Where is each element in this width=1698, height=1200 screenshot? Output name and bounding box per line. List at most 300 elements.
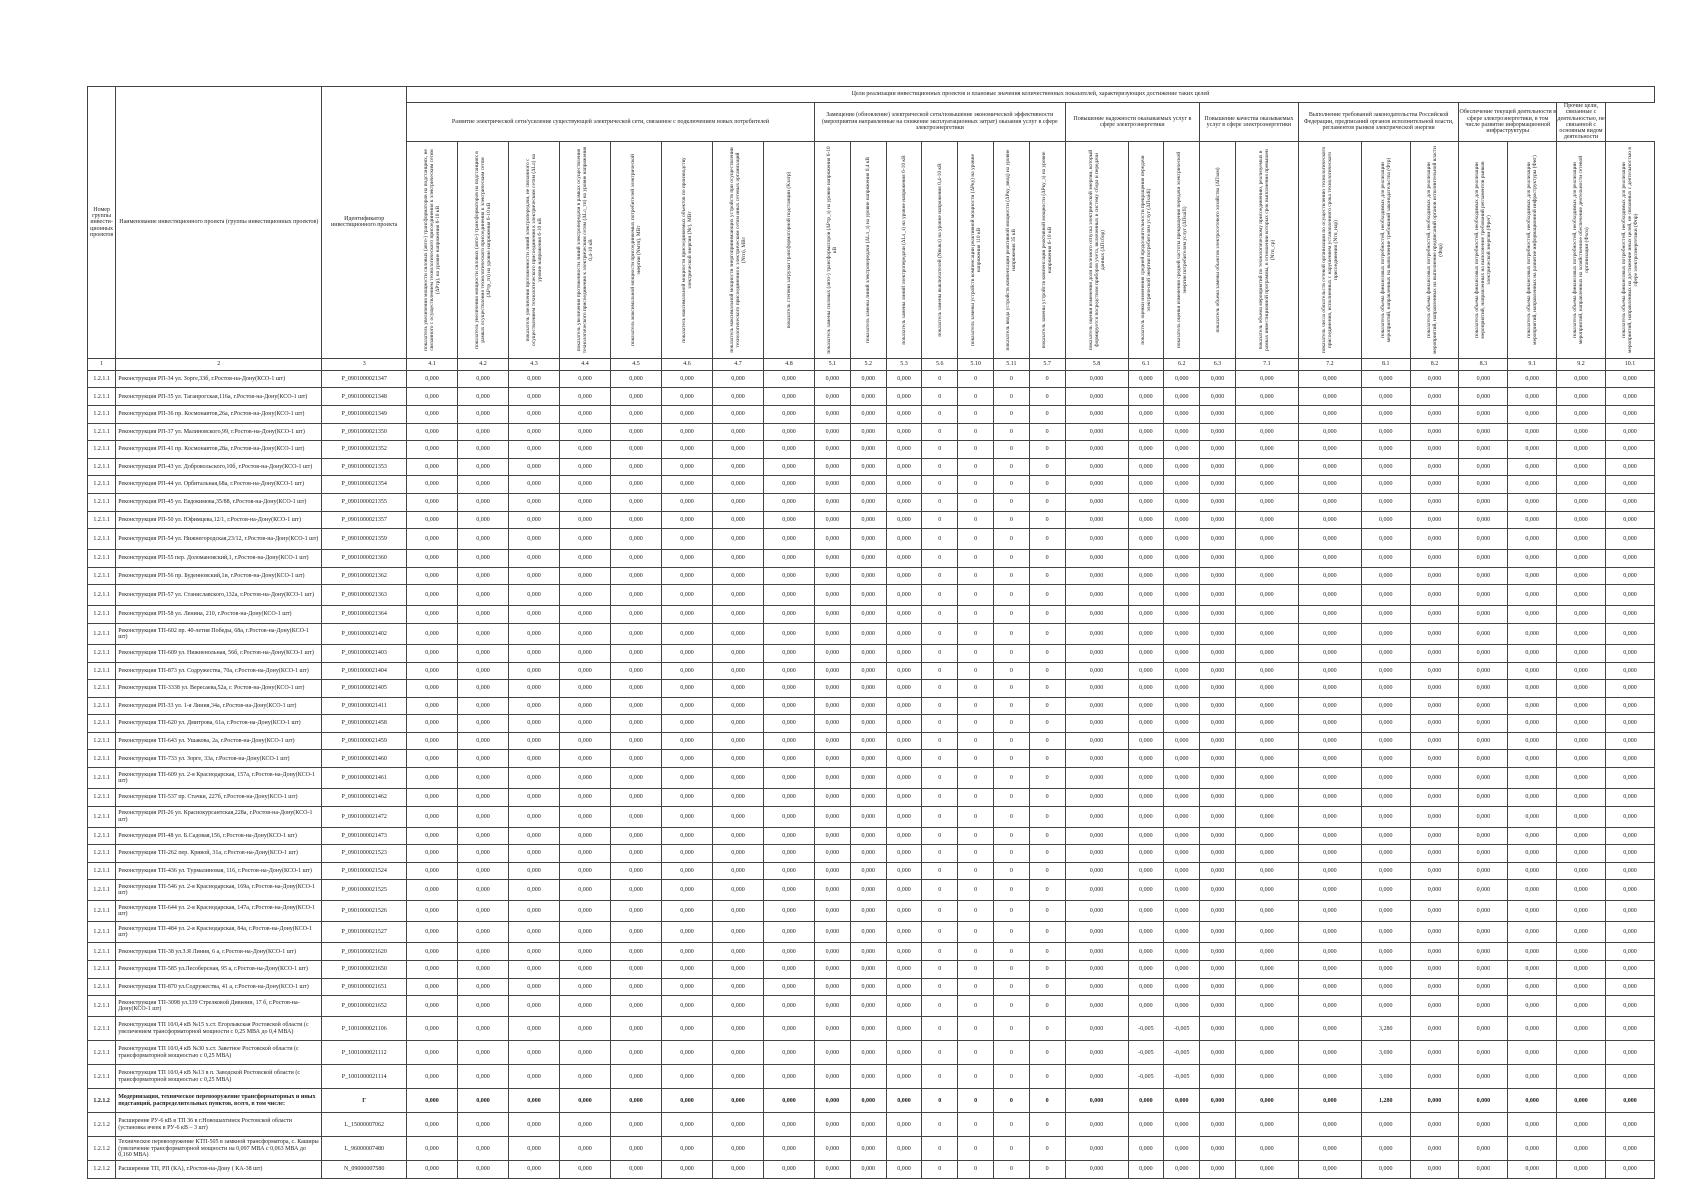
value-cell: 0,000 — [1361, 623, 1410, 644]
value-cell: 0,000 — [560, 732, 611, 750]
value-cell: 0,000 — [1410, 405, 1459, 423]
value-cell: 0 — [922, 750, 958, 768]
project-id-cell: L_15000007062 — [322, 1113, 407, 1137]
value-cell: 0,000 — [1410, 862, 1459, 880]
value-cell: 0,000 — [560, 476, 611, 494]
value-cell: 0,000 — [1298, 529, 1361, 550]
value-cell: 0 — [922, 827, 958, 845]
indicator-header-text: показатель степени загрузки трансформаторной подстанции (Kзагр) — [785, 171, 792, 329]
value-cell: 0,000 — [1065, 585, 1128, 606]
column-number: 2 — [116, 358, 322, 370]
value-cell: 0,000 — [815, 1041, 851, 1065]
table-row — [88, 567, 1655, 585]
indicator-header — [1410, 141, 1459, 358]
column-number: 4.2 — [458, 358, 509, 370]
value-cell: 0,000 — [611, 750, 662, 768]
value-cell: 0,000 — [850, 388, 886, 406]
indicator-header-text: показатель объема замены объектов электросетевого хозяйства (ΔПзам) — [1214, 167, 1221, 333]
value-cell: 0,000 — [458, 750, 509, 768]
value-cell: 0,000 — [611, 943, 662, 961]
value-cell: 0,000 — [713, 996, 764, 1017]
project-name-cell: Реконструкция ТП-609 ул. Нижненольная, 56б, г.Ростов-на-Дону(КСО-1 шт) — [116, 644, 322, 662]
value-cell: 0,000 — [1128, 623, 1164, 644]
value-cell: 0 — [1029, 750, 1065, 768]
value-cell: 0 — [958, 606, 994, 624]
value-cell: 0 — [922, 567, 958, 585]
value-cell: 0,000 — [1065, 493, 1128, 511]
value-cell: 0,000 — [1298, 789, 1361, 807]
goal-group-header: Развитие электрической сети/усиление существующей электрической сети, связанное с подключением новых потребителей — [407, 103, 815, 142]
value-cell: 0 — [993, 529, 1029, 550]
value-cell: 0,000 — [1298, 1089, 1361, 1113]
value-cell: 0,000 — [1235, 1017, 1298, 1041]
value-cell: 0,000 — [560, 423, 611, 441]
value-cell: 0,000 — [1410, 1041, 1459, 1065]
value-cell: 0 — [922, 405, 958, 423]
indicator-header — [993, 141, 1029, 358]
value-cell: 0 — [1029, 1089, 1065, 1113]
value-cell: 0,000 — [1459, 623, 1508, 644]
value-cell: 0,000 — [1459, 880, 1508, 901]
value-cell: 0 — [1029, 996, 1065, 1017]
value-cell: 0,000 — [1235, 996, 1298, 1017]
project-id-cell: N_09000007580 — [322, 1161, 407, 1179]
value-cell: 0,000 — [764, 567, 815, 585]
value-cell: 0,000 — [1164, 370, 1200, 388]
value-cell: 0,000 — [1128, 845, 1164, 863]
project-name-cell: Реконструкция РП-57 ул. Станиславского,132а, г.Ростов-на-Дону(КСО-1 шт) — [116, 585, 322, 606]
value-cell: 0,000 — [560, 922, 611, 943]
value-cell: 0,000 — [1459, 493, 1508, 511]
value-cell: -0,005 — [1164, 1065, 1200, 1089]
value-cell: 0,000 — [1200, 996, 1236, 1017]
value-cell: 0,000 — [1361, 732, 1410, 750]
group-number-cell: 1.2.1.1 — [88, 662, 116, 680]
value-cell: 0 — [993, 423, 1029, 441]
value-cell: 0,000 — [1128, 943, 1164, 961]
value-cell: 0,000 — [1605, 768, 1654, 789]
value-cell: 0,000 — [1200, 423, 1236, 441]
value-cell: 0,000 — [611, 680, 662, 698]
value-cell: 0,000 — [850, 943, 886, 961]
value-cell: 0 — [958, 715, 994, 733]
value-cell: 0,000 — [662, 943, 713, 961]
value-cell: 0,000 — [1065, 943, 1128, 961]
value-cell: 0 — [958, 961, 994, 979]
value-cell: 0,000 — [1200, 1137, 1236, 1161]
value-cell: 0,000 — [850, 750, 886, 768]
value-cell: 0,000 — [509, 943, 560, 961]
indicator-header — [1065, 141, 1128, 358]
value-cell: 0,000 — [1164, 550, 1200, 568]
value-cell: 0,000 — [815, 623, 851, 644]
value-cell: 0,000 — [560, 623, 611, 644]
value-cell: 0,000 — [1298, 405, 1361, 423]
project-id-cell: P_0901000021411 — [322, 697, 407, 715]
value-cell: 0,000 — [1605, 978, 1654, 996]
value-cell: 0,000 — [850, 1041, 886, 1065]
value-cell: 0,000 — [1298, 662, 1361, 680]
value-cell: 0,000 — [662, 768, 713, 789]
value-cell: 0,000 — [407, 476, 458, 494]
value-cell: 0,000 — [850, 476, 886, 494]
value-cell: 0,000 — [611, 423, 662, 441]
value-cell: 0 — [1029, 845, 1065, 863]
value-cell: 0,000 — [407, 550, 458, 568]
value-cell: 0,000 — [815, 388, 851, 406]
value-cell: 0,000 — [764, 901, 815, 922]
value-cell: 0,000 — [1128, 370, 1164, 388]
value-cell: 0,000 — [764, 370, 815, 388]
value-cell: 0,000 — [886, 529, 922, 550]
value-cell: 0,000 — [1557, 827, 1606, 845]
value-cell: 0,000 — [1508, 458, 1557, 476]
value-cell: 0,000 — [1459, 680, 1508, 698]
indicator-header — [560, 141, 611, 358]
project-name-cell: Реконструкция ТП 10/0,4 кВ №15 х.ст. Егорлыкская Ростовской области (с увеличением трансформаторной мощности с 0,25 МВА до 0,4 МВА) — [116, 1017, 322, 1041]
value-cell: 0,000 — [713, 1113, 764, 1137]
value-cell: 0,000 — [458, 697, 509, 715]
value-cell: 0,000 — [1459, 715, 1508, 733]
value-cell: 0,000 — [1459, 961, 1508, 979]
value-cell: 0,000 — [1298, 1065, 1361, 1089]
project-id-cell: P_1001000021114 — [322, 1065, 407, 1089]
value-cell: 0,000 — [1235, 567, 1298, 585]
indicator-header — [1235, 141, 1298, 358]
value-cell: 0,000 — [713, 827, 764, 845]
value-cell: 0,000 — [1200, 388, 1236, 406]
value-cell: 0,000 — [611, 1161, 662, 1179]
value-cell: 0,000 — [1065, 789, 1128, 807]
value-cell: 0 — [993, 1017, 1029, 1041]
value-cell: 0,000 — [886, 644, 922, 662]
value-cell: 0,000 — [1459, 862, 1508, 880]
value-cell: 0,000 — [850, 511, 886, 529]
value-cell: 0,000 — [886, 423, 922, 441]
value-cell: 0,000 — [509, 662, 560, 680]
value-cell: 0,000 — [886, 623, 922, 644]
value-cell: 0,000 — [458, 1065, 509, 1089]
value-cell: 0,000 — [1200, 644, 1236, 662]
indicator-header-text: показатель увеличения мощности силовых (авто-) трансформаторов на подстанциях в рамках осуществления технологического присоединения к электрическим сетям (ΔPтр_тп) на уровне напряжения 6-10 кВ — [473, 150, 493, 349]
value-cell: 0,000 — [713, 768, 764, 789]
value-cell: 0,000 — [1298, 806, 1361, 827]
value-cell: 0,000 — [1459, 370, 1508, 388]
value-cell: 0,000 — [509, 680, 560, 698]
project-id-cell: P_0901000021458 — [322, 715, 407, 733]
value-cell: 0,000 — [407, 370, 458, 388]
value-cell: 0 — [1029, 1161, 1065, 1179]
value-cell: 0,000 — [1065, 662, 1128, 680]
value-cell: 0,000 — [662, 662, 713, 680]
value-cell: 0,000 — [1410, 845, 1459, 863]
value-cell: 0,000 — [611, 862, 662, 880]
value-cell: 0,000 — [509, 423, 560, 441]
value-cell: 0,000 — [662, 529, 713, 550]
value-cell: 0,000 — [886, 370, 922, 388]
value-cell: 0,000 — [1508, 1017, 1557, 1041]
value-cell: 0,000 — [1508, 680, 1557, 698]
value-cell: 0 — [1029, 1041, 1065, 1065]
value-cell: 0,000 — [1361, 550, 1410, 568]
value-cell: 0,000 — [509, 405, 560, 423]
value-cell: 0,000 — [509, 1137, 560, 1161]
value-cell: 0,000 — [407, 405, 458, 423]
value-cell: 0,000 — [1065, 922, 1128, 943]
group-number-cell: 1.2.1.1 — [88, 1065, 116, 1089]
value-cell: 0,000 — [850, 862, 886, 880]
value-cell: 0,000 — [1605, 606, 1654, 624]
value-cell: 0,000 — [1410, 1137, 1459, 1161]
table-row — [88, 623, 1655, 644]
value-cell: 0,000 — [850, 1113, 886, 1137]
value-cell: 0,000 — [560, 1113, 611, 1137]
project-id-cell: P_0901000021651 — [322, 978, 407, 996]
value-cell: 0,000 — [1410, 606, 1459, 624]
value-cell: 0,000 — [1128, 996, 1164, 1017]
value-cell: 0,000 — [611, 585, 662, 606]
value-cell: 0,000 — [1459, 405, 1508, 423]
indicator-header-text: показатель увеличения мощности силовых (авто-) трансформаторов на подстанциях, не связанного с осуществлением технологического присоединения к электрическим сетям (ΔPтр), на уровне напряжения 6-10 кВ — [422, 148, 442, 351]
table-row — [88, 370, 1655, 388]
value-cell: 0,000 — [1200, 845, 1236, 863]
project-name-cell: Реконструкция ТП-733 ул. Зорге, 33а, г.Ростов-на-Дону(КСО-1 шт) — [116, 750, 322, 768]
value-cell: 0,000 — [1065, 511, 1128, 529]
value-cell: 0,000 — [509, 1089, 560, 1113]
value-cell: 0,000 — [850, 550, 886, 568]
value-cell: 0 — [993, 922, 1029, 943]
value-cell: 0,000 — [1361, 458, 1410, 476]
value-cell: 0 — [922, 1161, 958, 1179]
value-cell: 0,000 — [407, 732, 458, 750]
value-cell: 0,000 — [509, 880, 560, 901]
value-cell: 0,000 — [1065, 458, 1128, 476]
value-cell: 0,000 — [662, 511, 713, 529]
value-cell: 0,000 — [1164, 961, 1200, 979]
value-cell: 0,000 — [1361, 845, 1410, 863]
value-cell: 0,000 — [1605, 732, 1654, 750]
value-cell: 0 — [922, 511, 958, 529]
value-cell: 0,000 — [1508, 1113, 1557, 1137]
value-cell: 0,000 — [458, 715, 509, 733]
project-name-cell: Реконструкция ТП-537 пр. Стачки, 227б, г.Ростов-на-Дону(КСО-1 шт) — [116, 789, 322, 807]
value-cell: 0 — [993, 961, 1029, 979]
value-cell: 0,000 — [850, 493, 886, 511]
value-cell: 0,000 — [1410, 423, 1459, 441]
value-cell: 0,000 — [662, 880, 713, 901]
indicator-header-text: показатель замены выключателей (Nвыкл) на уровне напряжения 0,4-10 кВ — [936, 163, 943, 337]
value-cell: 0,000 — [1557, 880, 1606, 901]
value-cell: 0,000 — [1065, 978, 1128, 996]
value-cell: 0,000 — [1557, 806, 1606, 827]
value-cell: 0,000 — [1508, 845, 1557, 863]
value-cell: 0,000 — [1298, 750, 1361, 768]
value-cell: 0,000 — [1361, 606, 1410, 624]
value-cell: 0,000 — [764, 806, 815, 827]
value-cell: 0,000 — [458, 732, 509, 750]
value-cell: 0 — [993, 585, 1029, 606]
value-cell: 0,000 — [1361, 922, 1410, 943]
value-cell: 0,000 — [1128, 585, 1164, 606]
value-cell: 0,000 — [886, 550, 922, 568]
value-cell: 0 — [1029, 529, 1065, 550]
value-cell: 0,000 — [407, 697, 458, 715]
value-cell: 0 — [1029, 768, 1065, 789]
value-cell: 0,000 — [1459, 441, 1508, 459]
value-cell: 0,000 — [1557, 1113, 1606, 1137]
value-cell: 0 — [993, 697, 1029, 715]
value-cell: 0,000 — [1235, 476, 1298, 494]
value-cell: 0,000 — [1164, 1113, 1200, 1137]
value-cell: 0,000 — [764, 476, 815, 494]
value-cell: 0,000 — [764, 1065, 815, 1089]
column-number: 4.5 — [611, 358, 662, 370]
value-cell: 0 — [993, 732, 1029, 750]
value-cell: 0,000 — [1410, 827, 1459, 845]
table-row — [88, 732, 1655, 750]
value-cell: 0,000 — [662, 644, 713, 662]
value-cell: 0,000 — [407, 750, 458, 768]
value-cell: 0,000 — [1235, 423, 1298, 441]
value-cell: 0 — [958, 550, 994, 568]
value-cell: 0,000 — [1128, 680, 1164, 698]
value-cell: 0,000 — [1605, 441, 1654, 459]
value-cell: 0,000 — [560, 662, 611, 680]
value-cell: 0 — [1029, 862, 1065, 880]
value-cell: 0,000 — [1459, 768, 1508, 789]
value-cell: 0,000 — [1508, 476, 1557, 494]
value-cell: 0,000 — [458, 922, 509, 943]
value-cell: 0,000 — [886, 996, 922, 1017]
value-cell: 0,000 — [1459, 732, 1508, 750]
value-cell: 0,000 — [1164, 943, 1200, 961]
project-name-header: Наименование инвестиционного проекта (группы инвестиционных проектов) — [116, 87, 322, 359]
value-cell: 0 — [993, 388, 1029, 406]
value-cell: 0,000 — [713, 978, 764, 996]
value-cell: 0,000 — [1410, 789, 1459, 807]
project-id-cell: P_0901000021362 — [322, 567, 407, 585]
value-cell: 0,000 — [886, 697, 922, 715]
column-number: 6.2 — [1164, 358, 1200, 370]
value-cell: 0,000 — [1235, 768, 1298, 789]
value-cell: 0,000 — [1235, 1137, 1298, 1161]
indicator-header-text: показатель объема финансовых потребностей, необходимых для реализации мероприятий, направленных на развитие информационной инфраструктуры (Фит) — [1526, 154, 1539, 345]
value-cell: 0,000 — [850, 680, 886, 698]
goals-super-header: Цели реализации инвестиционных проектов и плановые значения количественных показателей, характеризующих достижение таких целей — [407, 87, 1655, 103]
value-cell: 0,000 — [1235, 441, 1298, 459]
value-cell: 0,000 — [509, 529, 560, 550]
value-cell: 0,000 — [1065, 1065, 1128, 1089]
value-cell: 0,000 — [815, 922, 851, 943]
value-cell: 0,000 — [1128, 423, 1164, 441]
value-cell: 0,000 — [1361, 644, 1410, 662]
value-cell: 0 — [993, 1161, 1029, 1179]
value-cell: 0,000 — [1605, 862, 1654, 880]
value-cell: 0,000 — [764, 996, 815, 1017]
value-cell: 0,000 — [1298, 623, 1361, 644]
value-cell: 0,000 — [458, 880, 509, 901]
indicator-header-text: показатель замены устройств компенсации реактивной мощности (ΔPку_з) на уровне напряжения 6-10 кВ — [1041, 151, 1054, 349]
column-number: 6.3 — [1200, 358, 1236, 370]
value-cell: 0,000 — [713, 458, 764, 476]
value-cell: 0,000 — [815, 606, 851, 624]
project-id-cell: P_0901000021523 — [322, 845, 407, 863]
value-cell: 0,000 — [407, 623, 458, 644]
value-cell: 0,000 — [764, 644, 815, 662]
value-cell: 0 — [922, 715, 958, 733]
table-row — [88, 806, 1655, 827]
value-cell: 0,000 — [1508, 768, 1557, 789]
project-name-cell: Реконструкция РП-56 пр. Буденновский,1и, г.Ростов-на-Дону(КСО-1 шт) — [116, 567, 322, 585]
value-cell: 0,000 — [662, 862, 713, 880]
value-cell: 0 — [958, 567, 994, 585]
value-cell: 0,000 — [1459, 388, 1508, 406]
value-cell: 0 — [922, 423, 958, 441]
value-cell: 0 — [1029, 680, 1065, 698]
value-cell: 0 — [1029, 388, 1065, 406]
value-cell: 0,000 — [1605, 789, 1654, 807]
value-cell: 0,000 — [1164, 585, 1200, 606]
value-cell: 0,000 — [713, 511, 764, 529]
table-row — [88, 1089, 1655, 1113]
indicator-header-text: показатель увеличения протяженности линий электропередачи, не связанного с осуществлением технологического присоединения к электрическим сетям (ΔLл) на уровне напряжения 6-10 кВ — [524, 153, 544, 346]
group-number-cell: 1.2.1.1 — [88, 511, 116, 529]
value-cell: 0,000 — [764, 827, 815, 845]
group-number-cell: 1.2.1.1 — [88, 996, 116, 1017]
value-cell: 0 — [993, 458, 1029, 476]
value-cell: 0 — [993, 715, 1029, 733]
value-cell: 0,000 — [713, 529, 764, 550]
value-cell: 0,000 — [1459, 978, 1508, 996]
value-cell: 0 — [958, 370, 994, 388]
value-cell: 0,000 — [713, 961, 764, 979]
value-cell: 0,000 — [815, 370, 851, 388]
value-cell: 0,000 — [815, 768, 851, 789]
value-cell: 0,000 — [458, 845, 509, 863]
value-cell: 0,000 — [764, 1017, 815, 1041]
value-cell: 0,000 — [1557, 1065, 1606, 1089]
value-cell: 0,000 — [1164, 996, 1200, 1017]
value-cell: 0 — [922, 996, 958, 1017]
table-row — [88, 585, 1655, 606]
indicator-header-text: показатель оценки изменения средней частоты прекращения передачи электрической энергии потребителям услуг (ΔПsaifi) — [1175, 151, 1188, 348]
value-cell: 0,000 — [1410, 476, 1459, 494]
value-cell: 0,000 — [1164, 732, 1200, 750]
value-cell: 0,000 — [815, 862, 851, 880]
value-cell: 0,000 — [713, 662, 764, 680]
group-number-cell: 1.2.1.2 — [88, 1089, 116, 1113]
value-cell: 0 — [993, 644, 1029, 662]
value-cell: 0,000 — [764, 845, 815, 863]
value-cell: 0,000 — [1459, 1137, 1508, 1161]
value-cell: 0,000 — [1298, 585, 1361, 606]
column-number: 4.8 — [764, 358, 815, 370]
value-cell: 0 — [922, 644, 958, 662]
value-cell: 0,000 — [662, 996, 713, 1017]
project-name-cell: Реконструкция ТП 10/0,4 кВ №13 в п. Заводской Ростовской области (с трансформаторной мощностью с 0,25 МВА) — [116, 1065, 322, 1089]
value-cell: 0,000 — [713, 845, 764, 863]
value-cell: 0,000 — [815, 680, 851, 698]
indicator-header-text: показатель замены линий электропередачи (ΔLл_з) на уровне напряжения 6-10 кВ — [900, 155, 907, 345]
value-cell: 0 — [993, 768, 1029, 789]
value-cell: 0,000 — [611, 715, 662, 733]
value-cell: 0,000 — [1128, 662, 1164, 680]
indicator-header-text: показатель максимальной мощности присоединяемых объектов по производству электрической энергии (Nг), МВт — [680, 157, 693, 343]
value-cell: 0,000 — [1235, 529, 1298, 550]
value-cell: 0,000 — [764, 529, 815, 550]
value-cell: 0,000 — [1410, 458, 1459, 476]
project-id-cell: P_0901000021350 — [322, 423, 407, 441]
